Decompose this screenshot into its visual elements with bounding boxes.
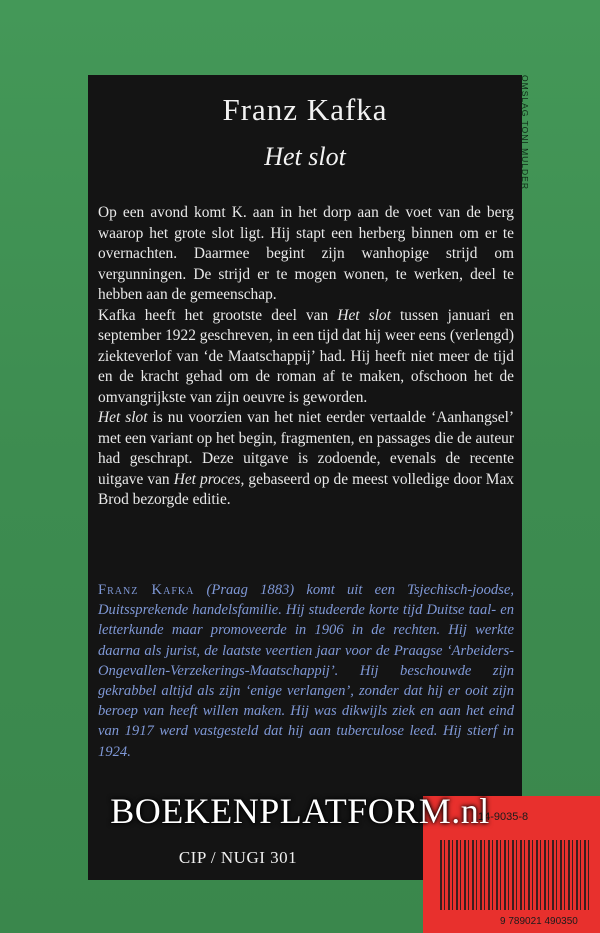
cover-credit: OMSLAG TONI MULDER xyxy=(520,75,530,190)
ean-fragment: 9 789021 490350 xyxy=(500,916,578,927)
bio-author-name: Franz Kafka xyxy=(98,582,195,598)
book-title: Het slot xyxy=(264,142,346,171)
watermark: BOEKENPLATFORM.nl xyxy=(110,791,490,831)
title-reference: Het slot xyxy=(337,306,391,324)
blurb-paragraph-1: Op een avond komt K. aan in het dorp aan de voet van de berg waarop het grote slot ligt. Hij stapt een herberg binnen om er te overnachten. Daarmee begint zijn wanhopige strijd om vergunningen. De strijd er te mogen wonen, te werken, deel te hebben aan de gemeenschap. xyxy=(98,204,514,303)
barcode-icon xyxy=(440,840,590,910)
title-reference: Het proces xyxy=(173,470,241,488)
blurb-paragraph-3: Het slot is nu voorzien van het niet eerder vertaalde ‘Aanhangsel’ met een variant op het begin, fragmenten, en passages die de auteur had geschrapt. Deze uitgave is zodoende, evenals de recente uitgave van Het proces, gebaseerd op de meest volledige door Max Brod bezorgde editie. xyxy=(98,409,514,508)
bio-text: (Praag 1883) komt uit een Tsjechisch-joodse, Duitssprekende handelsfamilie. Hij studeerde korte tijd Duitse taal- en letterkunde maar promoveerde in 1906 in de rechten. Hij werkte daarna als jurist, de laatste veertien jaar voor de Praagse ‘Arbeiders-Ongevallen-Verzekerings-Maatschappij’. Hij beschouwde zijn gekrabbel altijd als zijn ‘enige verlangen’, zonder dat hij er ooit zijn beroep van heeft willen maken. Hij was dikwijls ziek en aan het eind van 1917 werd vastgesteld dat hij aan tuberculose leed. Hij stierf in 1924. xyxy=(98,582,514,760)
blurb xyxy=(98,203,514,511)
author-biography xyxy=(98,580,514,762)
author-name: Franz Kafka xyxy=(222,92,388,127)
isbn-fragment: 14-9035-8 xyxy=(478,811,529,823)
cip-nugi-code: CIP / NUGI 301 xyxy=(178,848,298,867)
title-reference: Het slot xyxy=(98,409,148,426)
blurb-paragraph-2: Kafka heeft het grootste deel van Het slot tussen januari en september 1922 geschreven, in een tijd dat hij weer eens (verlengd) ziekteverlof van ‘de Maatschappij’ had. Hij heeft niet meer de tijd en de kracht gehad om de roman af te maken, ofschoon het de omvangrijkste van zijn oeuvre is geworden. xyxy=(98,306,514,406)
